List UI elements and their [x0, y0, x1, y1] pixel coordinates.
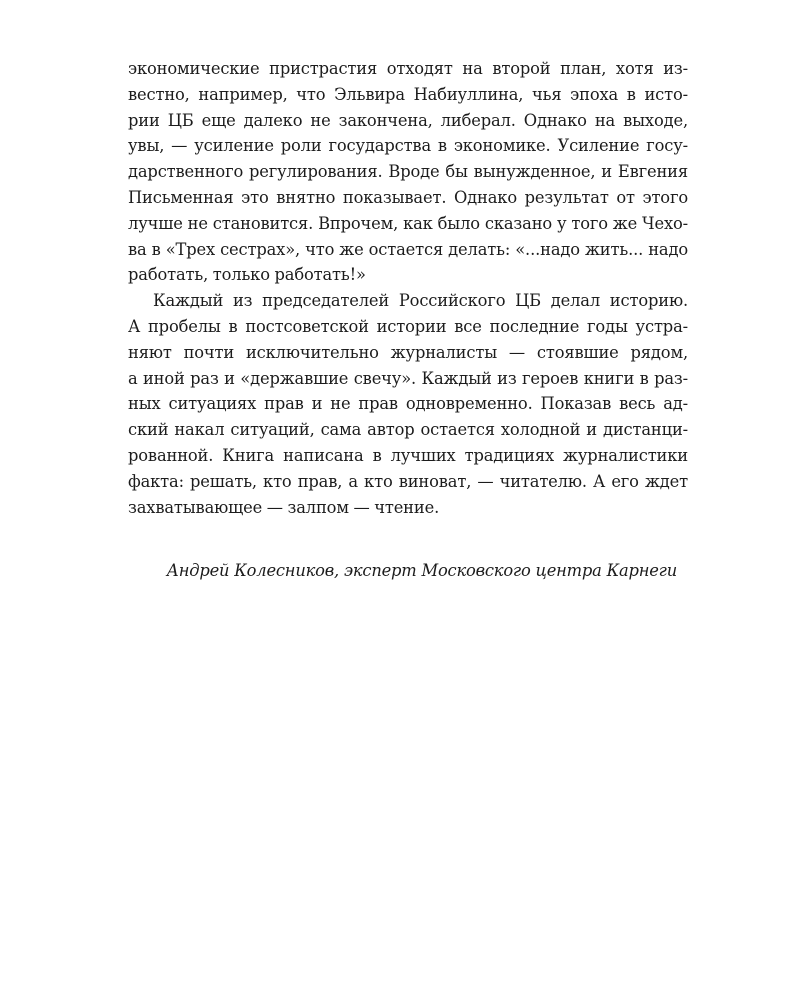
- text-line: ных ситуациях прав и не прав одновременно. Показав весь ад-: [128, 394, 688, 414]
- paragraph-1: [128, 56, 688, 288]
- text-line: ва в «Трех сестрах», что же остается делать: «...надо жить... надо: [128, 239, 688, 259]
- text-line: Каждый из председателей Российского ЦБ делал историю.: [153, 291, 688, 311]
- text-line: экономические пристрастия отходят на второй план, хотя из-: [128, 59, 688, 78]
- text-line: дарственного регулирования. Вроде бы вынужденное, и Евгения: [128, 162, 688, 182]
- paragraph-2: [128, 288, 688, 520]
- text-line: лучше не становится. Впрочем, как было сказано у того же Чехо-: [128, 213, 688, 233]
- text-line: рованной. Книга написана в лучших традициях журналистики: [128, 445, 688, 465]
- text-line: няют почти исключительно журналисты — стоявшие рядом,: [128, 342, 688, 362]
- text-line: а иной раз и «державшие свечу». Каждый из героев книги в раз-: [128, 368, 688, 388]
- text-line: работать, только работать!»: [128, 265, 366, 285]
- text-line: вестно, например, что Эльвира Набиуллина, чья эпоха в исто-: [128, 84, 688, 104]
- author-signature: Андрей Колесников, эксперт Московского центра Карнеги: [166, 561, 677, 580]
- text-line: захватывающее — залпом — чтение.: [128, 497, 440, 517]
- text-line: факта: решать, кто прав, а кто виноват, — читателю. А его ждет: [128, 471, 688, 491]
- text-line: рии ЦБ еще далеко не закончена, либерал. Однако на выходе,: [128, 110, 688, 130]
- text-line: увы, — усиление роли государства в экономике. Усиление госу-: [128, 136, 688, 156]
- text-line: ский накал ситуаций, сама автор остается холодной и дистанци-: [128, 420, 688, 440]
- body-text: [128, 56, 688, 520]
- text-line: Письменная это внятно показывает. Однако результат от этого: [128, 187, 688, 207]
- text-line: А пробелы в постсоветской истории все последние годы устра-: [128, 316, 688, 336]
